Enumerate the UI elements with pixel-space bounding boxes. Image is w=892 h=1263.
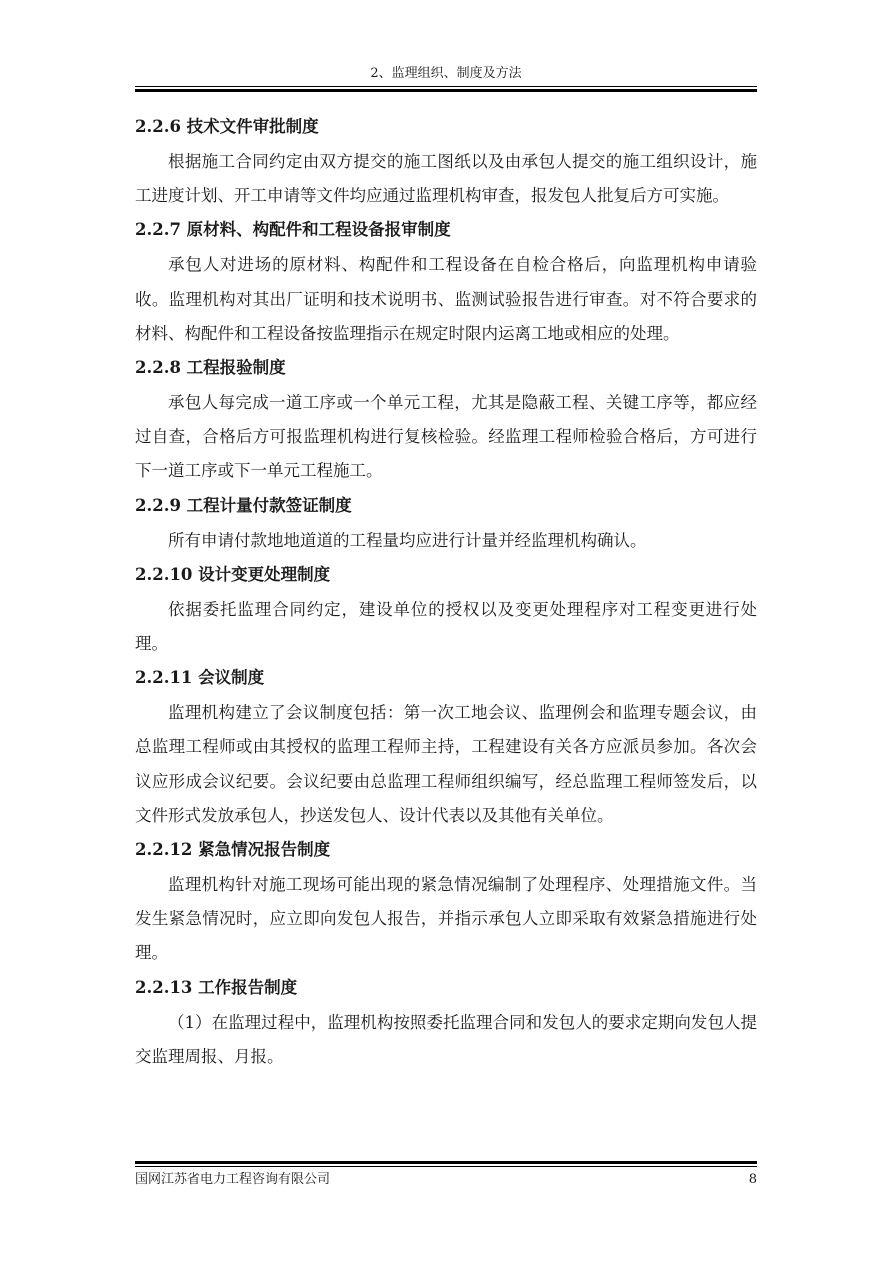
section-2-2-6: [135, 112, 757, 213]
page-header-title: 2、监理组织、制度及方法: [370, 66, 522, 81]
section-heading: 2.2.12 紧急情况报告制度: [135, 840, 331, 860]
section-heading: 2.2.11 会议制度: [135, 668, 265, 688]
document-body: [135, 112, 757, 1076]
section-paragraph: 所有申请付款地地道道的工程量均应进行计量并经监理机构确认。: [168, 530, 647, 550]
section-heading: 2.2.6 技术文件审批制度: [135, 117, 319, 136]
section-heading: 2.2.9 工程计量付款签证制度: [135, 495, 352, 515]
section-paragraph: 监理机构针对施工现场可能出现的紧急情况编制了处理程序、处理措施文件。当发生紧急情况时，应立即向发包人报告，并指示承包人立即采取有效紧急措施进行处理。: [135, 875, 757, 963]
section-2-2-11: [135, 663, 757, 833]
header-rule-thin: [135, 86, 757, 87]
footer-rule-thin: [135, 1166, 757, 1167]
section-2-2-8: [135, 353, 757, 489]
header-rule-thick: [135, 89, 757, 92]
section-2-2-12: [135, 835, 757, 971]
section-heading: 2.2.13 工作报告制度: [135, 977, 298, 997]
section-2-2-7: [135, 215, 757, 351]
footer-company-name: 国网江苏省电力工程咨询有限公司: [135, 1172, 331, 1187]
section-2-2-9: [135, 491, 757, 558]
section-2-2-10: [135, 560, 757, 661]
section-paragraph: 根据施工合同约定由双方提交的施工图纸以及由承包人提交的施工组织设计，施工进度计划、开工申请等文件均应通过监理机构审查，报发包人批复后方可实施。: [135, 152, 757, 206]
section-paragraph: 依据委托监理合同约定，建设单位的授权以及变更处理程序对工程变更进行处理。: [135, 599, 757, 654]
section-paragraph: （1）在监理过程中，监理机构按照委托监理合同和发包人的要求定期向发包人提交监理周报、月报。: [135, 1012, 757, 1066]
section-heading: 2.2.10 设计变更处理制度: [135, 564, 331, 584]
footer-page-number: 8: [748, 1172, 757, 1187]
section-heading: 2.2.8 工程报验制度: [135, 358, 286, 378]
section-paragraph: 承包人对进场的原材料、构配件和工程设备在自检合格后，向监理机构申请验收。监理机构对其出厂证明和技术说明书、监测试验报告进行审查。对不符合要求的材料、构配件和工程设备按监理指示在规定时限内运离工地或相应的处理。: [135, 255, 757, 343]
footer-rule-thick: [135, 1161, 757, 1164]
section-heading: 2.2.7 原材料、构配件和工程设备报审制度: [135, 220, 451, 240]
section-paragraph: 承包人每完成一道工序或一个单元工程，尤其是隐蔽工程、关键工序等，都应经过自查，合格后方可报监理机构进行复核检验。经监理工程师检验合格后，方可进行下一道工序或下一单元工程施工。: [135, 393, 757, 481]
section-paragraph: 监理机构建立了会议制度包括：第一次工地会议、监理例会和监理专题会议，由总监理工程师或由其授权的监理工程师主持，工程建设有关各方应派员参加。各次会议应形成会议纪要。会议纪要由总监理工程师组织编写，经总监理工程师签发后，以文件形式发放承包人，抄送发包人、设计代表以及其他有关单位。: [135, 703, 757, 825]
section-2-2-13: [135, 973, 757, 1074]
